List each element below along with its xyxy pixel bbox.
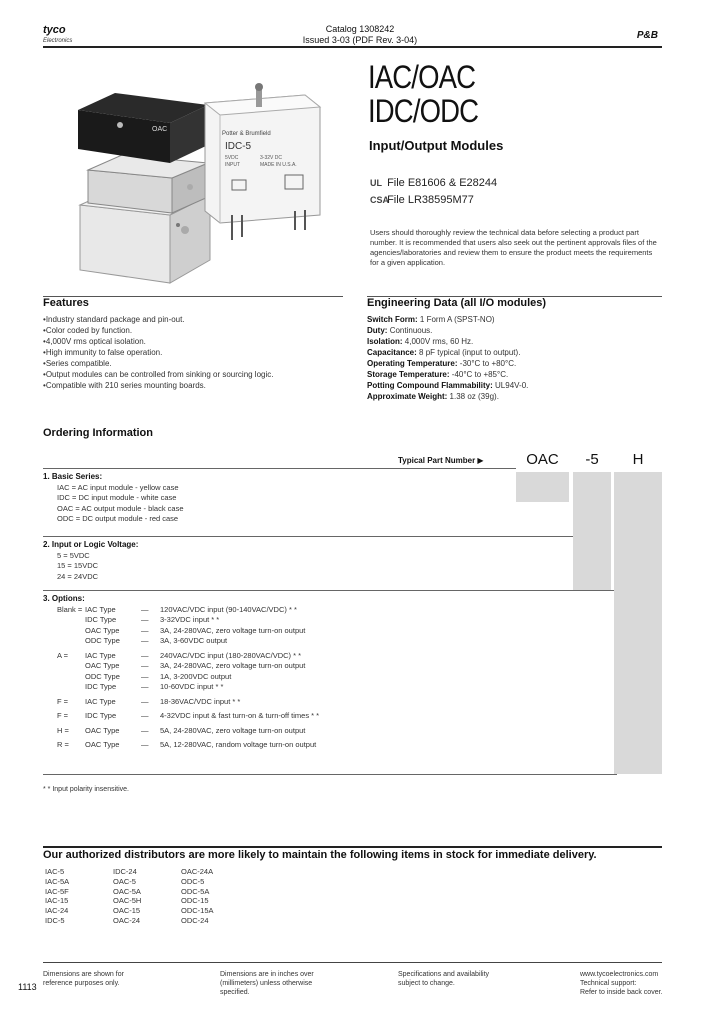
voltage-line: 5 = 5VDC <box>57 550 90 560</box>
eng-row: Potting Compound Flammability: UL94V-0. <box>367 381 529 390</box>
engineering-list <box>367 314 667 402</box>
dist-item: OAC-5A <box>113 886 141 896</box>
distributors-rule <box>43 846 662 848</box>
dist-item: OAC-5H <box>113 896 142 906</box>
part-code-option: H <box>614 448 662 472</box>
header-rule <box>43 46 662 48</box>
option-dash: — <box>141 604 149 614</box>
basic-series-line: ODC = DC output module - red case <box>57 514 179 523</box>
option-desc: 3A, 3-60VDC output <box>160 636 228 645</box>
option-dash: — <box>141 661 149 670</box>
dist-item: OAC-24 <box>113 915 141 925</box>
dist-item: IDC-24 <box>113 867 137 876</box>
dist-item: OAC-24A <box>181 867 214 876</box>
option-desc: 3A, 24-280VAC, zero voltage turn-on output <box>160 625 306 635</box>
option-row <box>57 651 603 662</box>
approval-csa <box>370 194 474 206</box>
eng-row: Duty: Continuous. <box>367 326 433 335</box>
footer-col-4: www.tycoelectronics.com Technical support: Refer to inside back cover. <box>580 971 663 996</box>
option-dash: — <box>141 711 149 720</box>
option-type: IAC Type <box>85 604 116 614</box>
option-dash: — <box>141 740 149 749</box>
title-line-1: IAC/OAC <box>368 59 476 95</box>
feature-item: • High immunity to false operation. <box>43 347 343 358</box>
typical-part-label: Typical Part Number ▶ <box>398 456 484 465</box>
catalog-number: Catalog 1308242 <box>325 24 395 34</box>
option-row <box>57 661 603 672</box>
option-desc: 5A, 24-280VAC, zero voltage turn-on output <box>160 725 306 735</box>
option-desc: 3A, 24-280VAC, zero voltage turn-on output <box>160 661 306 670</box>
option-dash: — <box>141 650 149 660</box>
engineering-title: Engineering Data (all I/O modules) <box>367 297 547 309</box>
option-desc: 18-36VAC/VDC input * * <box>160 696 241 706</box>
feature-item: • Series compatible. <box>43 358 343 369</box>
footer-col-1: Dimensions are shown for reference purposes only. <box>43 971 124 987</box>
option-code <box>57 636 85 647</box>
option-row <box>57 605 603 616</box>
page-number: 1113 <box>18 982 37 992</box>
options-bottom-rule <box>43 774 617 775</box>
idc-module <box>205 83 320 240</box>
option-type: OAC Type <box>85 725 120 735</box>
brand-mark: P&B <box>636 30 658 41</box>
dist-item: ODC-5 <box>181 876 205 886</box>
dist-item: ODC-5A <box>181 886 210 896</box>
csa-icon: CSA <box>370 195 390 205</box>
features-list <box>43 314 343 391</box>
option-type: OAC Type <box>85 661 120 670</box>
catalog-info <box>300 24 420 46</box>
option-desc: 3-32VDC input * * <box>160 615 220 624</box>
voltage-block <box>43 540 563 582</box>
idc-label-line: INPUT <box>225 162 240 168</box>
eng-row: Switch Form: 1 Form A (SPST-NO) <box>367 315 495 324</box>
option-type: OAC Type <box>85 625 120 635</box>
option-row <box>57 697 603 708</box>
basic-series-line: OAC = AC output module - black case <box>57 503 184 513</box>
option-row <box>57 682 603 693</box>
dist-item: OAC-5 <box>113 876 136 886</box>
option-dash: — <box>141 696 149 706</box>
approval-csa-text: File LR38595M77 <box>387 194 474 206</box>
approval-ul <box>370 177 497 189</box>
idc-label-line: 5VDC <box>225 155 239 161</box>
options-block <box>43 594 603 751</box>
dist-item: IDC-5 <box>45 915 65 925</box>
approval-ul-text: File E81606 & E28244 <box>387 177 498 189</box>
option-code <box>57 615 85 626</box>
option-dash: — <box>141 615 149 624</box>
ordering-title: Ordering Information <box>43 427 153 439</box>
option-dash: — <box>141 636 149 645</box>
feature-item: • Output modules can be controlled from sinking or sourcing logic. <box>43 369 343 380</box>
brand-logo-subtitle: Electronics <box>43 38 73 44</box>
distributor-col-1 <box>45 867 69 926</box>
distributor-col-3 <box>181 867 214 926</box>
basic-series-block <box>43 472 563 525</box>
title-line-2: IDC/ODC <box>368 93 479 129</box>
option-dash: — <box>141 625 149 635</box>
option-row <box>57 636 603 647</box>
part-col-bar-3 <box>614 448 662 774</box>
option-desc: 1A, 3-200VDC output <box>160 671 232 681</box>
features-title: Features <box>43 297 89 309</box>
option-desc: 4-32VDC input & fast turn-on & turn-off times * * <box>160 711 320 720</box>
feature-item: • Industry standard package and pin-out. <box>43 314 343 325</box>
feature-item: • 4,000V rms optical isolation. <box>43 336 343 347</box>
feature-item: • Compatible with 210 series mounting boards. <box>43 380 343 391</box>
option-row <box>57 726 603 737</box>
stacked-modules <box>78 93 210 283</box>
basic-series-rule <box>43 468 516 469</box>
dist-item: ODC-15 <box>181 896 209 906</box>
option-code: R = <box>57 740 69 749</box>
eng-row: Isolation: 4,000V rms, 60 Hz. <box>367 337 474 346</box>
eng-row: Capacitance: 8 pF typical (input to output). <box>367 348 521 357</box>
option-code <box>57 661 85 672</box>
voltage-heading: 2. Input or Logic Voltage: <box>43 540 139 549</box>
option-dash: — <box>141 725 149 735</box>
options-groups <box>43 605 603 751</box>
options-rule <box>43 590 614 591</box>
dist-item: OAC-15 <box>113 906 141 916</box>
option-type: IDC Type <box>85 682 117 691</box>
option-code: Blank = <box>57 604 83 614</box>
part-code-series: OAC <box>516 448 569 472</box>
option-row <box>57 711 603 722</box>
page-subtitle: Input/Output Modules <box>369 138 504 153</box>
option-dash: — <box>141 671 149 681</box>
dist-item: IAC-5 <box>45 867 65 876</box>
basic-series-line: IAC = AC input module - yellow case <box>57 482 179 492</box>
option-code: A = <box>57 650 69 660</box>
option-group <box>57 651 603 693</box>
dist-item: IAC-5A <box>45 876 70 886</box>
option-type: IAC Type <box>85 650 116 660</box>
option-row <box>57 672 603 683</box>
eng-row: Storage Temperature: -40°C to +85°C. <box>367 370 509 379</box>
option-group <box>57 740 603 751</box>
option-group <box>57 726 603 737</box>
option-desc: 10-60VDC input * * <box>160 682 224 691</box>
eng-row: Operating Temperature: -30°C to +80°C. <box>367 359 517 368</box>
basic-series-line: IDC = DC input module - white case <box>57 493 177 502</box>
dist-item: ODC-15A <box>181 906 214 916</box>
footer-col-2: Dimensions are in inches over (millimeters) unless otherwise specified. <box>220 971 314 996</box>
option-code <box>57 626 85 637</box>
website-link[interactable]: www.tycoelectronics.com <box>580 971 659 978</box>
idc-label-line: 3-32V DC <box>260 155 282 161</box>
page-title <box>368 60 478 128</box>
dist-item: ODC-24 <box>181 915 209 925</box>
voltage-line: 15 = 15VDC <box>57 561 99 570</box>
option-code: F = <box>57 696 69 706</box>
option-code: H = <box>57 725 69 735</box>
option-desc: 5A, 12-280VAC, random voltage turn-on output <box>160 740 317 749</box>
option-code <box>57 672 85 683</box>
option-desc: 120VAC/VDC input (90-140VAC/VDC) * * <box>160 604 297 614</box>
dist-item: IAC-15 <box>45 896 69 906</box>
voltage-rule <box>43 536 573 537</box>
basic-series-heading: 1. Basic Series: <box>43 472 103 481</box>
voltage-line: 24 = 24VDC <box>57 571 99 581</box>
black-module-label: OAC <box>152 126 168 133</box>
part-code-voltage: -5 <box>573 448 611 472</box>
option-row <box>57 626 603 637</box>
option-row <box>57 615 603 626</box>
option-code <box>57 682 85 693</box>
eng-row: Approximate Weight: 1.38 oz (39g). <box>367 392 499 401</box>
footer-rule <box>43 962 662 963</box>
option-row <box>57 740 603 751</box>
options-heading: 3. Options: <box>43 594 85 603</box>
option-type: IDC Type <box>85 615 117 624</box>
distributor-col-2 <box>113 867 141 926</box>
option-group <box>57 697 603 708</box>
brand-logo: tyco <box>43 24 66 36</box>
option-type: IDC Type <box>85 711 117 720</box>
option-dash: — <box>141 682 149 691</box>
dist-item: IAC-24 <box>45 906 69 916</box>
issue-date: Issued 3-03 (PDF Rev. 3-04) <box>302 35 418 45</box>
footnote: * * Input polarity insensitive. <box>43 786 129 793</box>
idc-brand-label: Potter & Brumfield <box>222 131 271 137</box>
distributors-title: Our authorized distributors are more likely to maintain the following items in stock for immediate delivery. <box>43 849 597 861</box>
ul-icon: UL <box>370 178 382 188</box>
option-type: IAC Type <box>85 696 116 706</box>
option-type: ODC Type <box>85 671 120 681</box>
option-group <box>57 711 603 722</box>
idc-model-label: IDC-5 <box>225 141 252 152</box>
option-desc: 240VAC/VDC input (180-280VAC/VDC) * * <box>160 650 302 660</box>
product-image <box>60 65 340 290</box>
footer-col-3: Specifications and availability subject to change. <box>398 971 490 987</box>
option-code: F = <box>57 711 69 720</box>
option-type: ODC Type <box>85 636 120 645</box>
intro-paragraph: Users should thoroughly review the technical data before selecting a product part number. It is recommended that users also seek out the pertinent approvals files of the agencies/laboratories and review them to ensure the product meets the requirements for a given application. <box>370 228 657 267</box>
idc-label-line: MADE IN U.S.A. <box>260 162 297 168</box>
option-type: OAC Type <box>85 740 120 749</box>
feature-item: • Color coded by function. <box>43 325 343 336</box>
dist-item: IAC-5F <box>45 886 69 896</box>
option-group <box>57 605 603 647</box>
